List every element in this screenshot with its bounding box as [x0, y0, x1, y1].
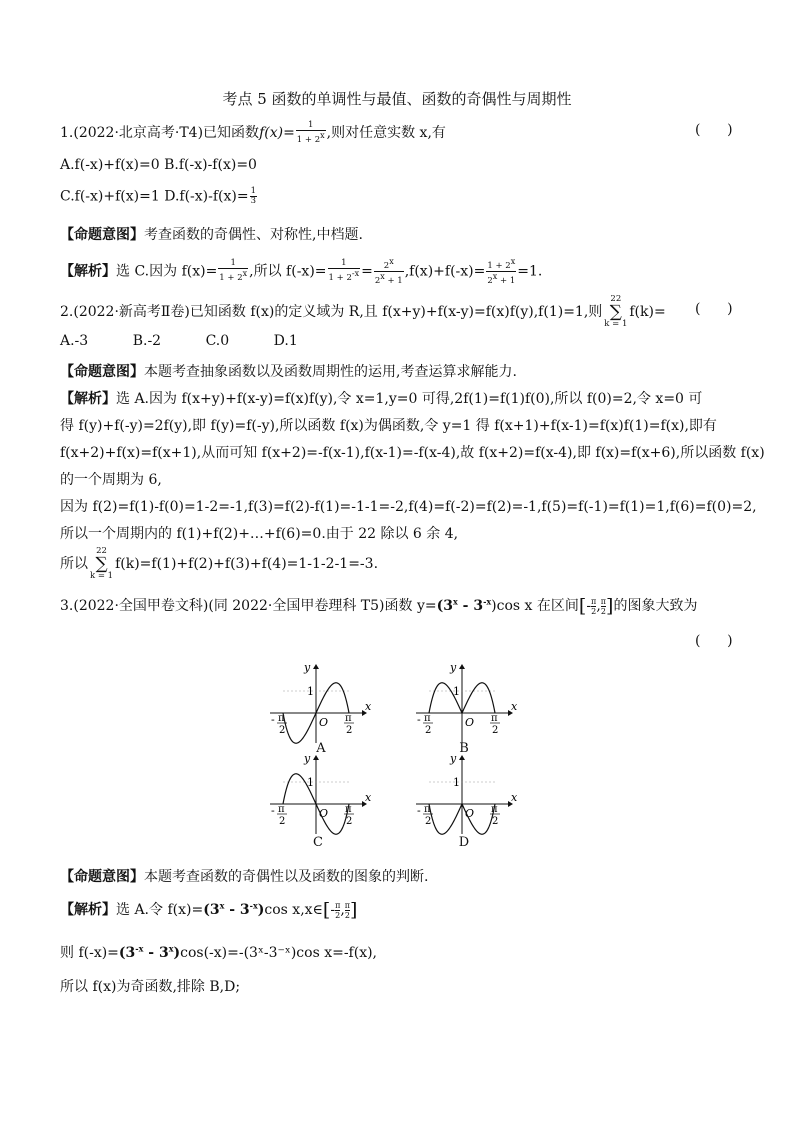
sigma-icon: ∑: [609, 302, 622, 322]
q2-sol-line6: 所以一个周期内的 f(1)+f(2)+…+f(6)=0.由于 22 除以 6 余 4,: [60, 526, 459, 542]
q3-sol-expr-sup2: -x: [249, 900, 258, 911]
graph-a-pos-pi: π: [345, 713, 352, 724]
graph-b-origin: O: [465, 716, 475, 729]
graph-c-tick-one: 1: [307, 776, 314, 789]
q1-sol-frac3-den-sup: x: [380, 271, 385, 281]
q1-sol-frac3-den-tail: + 1: [384, 275, 403, 286]
q3-graphs: [0, 654, 794, 854]
q3-stem-text: 3.(2022·全国甲卷文科)(同 2022·全国甲卷理科 T5)函数 y=: [60, 598, 437, 614]
q3-sol-2-sup2: x: [168, 943, 174, 954]
graph-a-y-label: y: [304, 661, 311, 674]
q1-options-cd: [60, 187, 258, 206]
q2-stem-text: 2.(2022·新高考Ⅱ卷)已知函数 f(x)的定义域为 R,且 f(x+y)+f(x-y)=f(x)f(y),f(1)=1,则: [60, 304, 603, 320]
q1-sol-frac1: [218, 259, 248, 283]
q3-sol-line2: [60, 942, 377, 962]
q1-sol-frac4-den: [486, 272, 516, 286]
q2-sol-1: 选 A.因为 f(x+y)+f(x-y)=f(x)f(y),令 x=1,y=0 可得,2f(1)=f(1)f(0),所以 f(0)=2,令 x=0 可: [116, 391, 703, 407]
q3-expr-sup1: x: [452, 596, 458, 607]
q2-sol-sum: [90, 547, 113, 581]
graph-d-x-label: x: [511, 791, 518, 804]
graph-b-neg-sign: -: [417, 713, 421, 726]
q3-expr-sup2: -x: [483, 596, 492, 607]
q2-sum-top: 22: [610, 294, 622, 304]
q3-stem-mid: 在区间: [532, 598, 579, 614]
graph-d-neg-pi: π: [424, 804, 431, 815]
q3-sol-two-1: 2: [335, 910, 341, 920]
q3-two-1: 2: [591, 606, 597, 616]
q2-sol-sum-bottom: k = 1: [90, 571, 114, 581]
q2-sol-line3: f(x+2)+f(x)=f(x+1),从而可知 f(x+2)=-f(x-1),f(x-1)=-f(x-4),故 f(x+2)=f(x-4),即 f(x)=f(x+6),所以函数 f(x): [60, 445, 765, 461]
graph-d-y-label: y: [450, 752, 457, 765]
graph-b-pos-two: 2: [492, 725, 499, 736]
graph-c-x-label: x: [365, 791, 372, 804]
q1-sol-frac4-num-sup: x: [510, 257, 516, 266]
graph-label-b[interactable]: B: [459, 741, 469, 756]
graph-b-neg-pi: π: [424, 713, 431, 724]
q1-sol-frac3-num-base: 2: [383, 260, 390, 271]
q1-sol-frac4-den-sup: x: [492, 271, 498, 281]
q2-sol-sum-top: 22: [96, 546, 107, 556]
q1-sol-d: =1.: [517, 263, 543, 280]
q2-sol-line1: [60, 388, 702, 408]
graph-a-neg-two: 2: [279, 725, 286, 736]
q1-sol-frac2-den-sup: -x: [351, 269, 360, 279]
q2-intent-tag: 【命题意图】: [60, 364, 144, 380]
q3-sol-2-expr-a: (3: [118, 945, 136, 961]
q3-sol-pi-2: π: [344, 900, 351, 910]
q1-sol-frac4-num: [486, 257, 516, 272]
graph-label-c[interactable]: C: [313, 835, 323, 850]
q3-expr-a: (3: [436, 598, 453, 614]
q3-interval-open: [: [578, 595, 587, 617]
q2-options: A.-3 B.-2 C.0 D.1: [60, 333, 298, 349]
graph-c-neg-pi: π: [278, 804, 285, 815]
graph-a-pos-two: 2: [346, 725, 353, 736]
q1-sol-frac4-den-tail: + 1: [497, 275, 516, 286]
q3-interval-close: ]: [606, 595, 614, 617]
q3-stem: [60, 595, 697, 617]
q1-frac-den-base: 1 + 2: [296, 134, 321, 145]
q3-intent-tag: 【命题意图】: [60, 869, 144, 885]
graph-d-neg-two: 2: [425, 816, 432, 827]
q1-intent: [60, 224, 363, 244]
q3-intent: [60, 866, 428, 886]
q2-intent: [60, 361, 517, 381]
q1-option-d-num: 1: [250, 186, 257, 196]
q1-sol-frac4-den-base: 2: [487, 275, 493, 286]
graph-a-neg-pi: π: [278, 713, 285, 724]
graph-b-tick-one: 1: [453, 685, 460, 698]
q3-sol-2-end: ): [173, 945, 181, 961]
graph-label-d[interactable]: D: [458, 835, 470, 850]
graph-a-origin: O: [319, 716, 329, 729]
q3-interval-neg: -: [586, 598, 592, 614]
graph-label-a[interactable]: A: [316, 741, 326, 756]
q3-sol-expr-close: ): [257, 902, 265, 918]
q3-sol-2a: 则 f(-x)=: [60, 945, 119, 961]
graph-c-y-label: y: [304, 752, 311, 765]
graph-d-pos-two: 2: [492, 816, 499, 827]
graph-c-pos-two: 2: [346, 816, 353, 827]
q1-sol-frac1-den-sup: x: [242, 269, 248, 279]
q1-sol-frac2: [328, 259, 361, 283]
q2-answer-paren[interactable]: ( ): [695, 301, 733, 317]
graph-b-x-label: x: [511, 700, 518, 713]
q1-sol-frac3-den-base: 2: [374, 275, 381, 286]
q2-stem: [60, 295, 666, 329]
q1-frac-den: [296, 131, 326, 145]
q1-sol-frac4-num-base: 1 + 2: [487, 260, 511, 271]
q3-sol-line1: [60, 899, 357, 921]
q1-fraction: [296, 121, 326, 145]
q1-sol-frac1-den-base: 1 + 2: [219, 273, 243, 284]
graph-a-neg-sign: -: [271, 713, 275, 726]
q3-sol-2-mid: - 3: [143, 945, 169, 961]
q1-solution: [60, 257, 542, 286]
q1-frac-num: 1: [296, 121, 326, 131]
q1-sol-frac2-num: 1: [328, 259, 361, 269]
q3-expr-mid: - 3: [457, 598, 484, 614]
q3-sol-2-sup1: -x: [135, 943, 144, 954]
q3-sol-2-expr: [119, 945, 180, 961]
q1-stem: [60, 121, 446, 145]
graph-d-origin: O: [465, 807, 475, 820]
q3-pi-1: π: [591, 596, 597, 606]
q3-sol-interval-open: [: [322, 899, 331, 921]
q2-sol-tag: 【解析】: [60, 391, 116, 407]
q1-intent-text: 考查函数的奇偶性、对称性,中档题.: [144, 227, 363, 243]
graph-b-y-arrow-icon: [459, 664, 465, 669]
q3-interval-comma: ,: [596, 598, 601, 614]
q1-sol-frac3-num: [374, 257, 404, 272]
q1-sol-frac1-num: 1: [218, 259, 248, 269]
q1-options-ab: A.f(-x)+f(x)=0 B.f(-x)-f(x)=0: [60, 157, 257, 173]
q2-sol-line7: [60, 547, 378, 581]
q3-sol-expr: [203, 902, 264, 918]
q2-intent-text: 本题考查抽象函数以及函数周期性的运用,考查运算求解能力.: [144, 364, 517, 380]
q1-answer-paren[interactable]: ( ): [695, 122, 733, 138]
q3-answer-paren[interactable]: ( ): [695, 633, 733, 649]
graph-d-tick-one: 1: [453, 776, 460, 789]
graph-a-tick-one: 1: [307, 685, 314, 698]
q1-sol-frac4: [486, 257, 516, 286]
q2-sol-7a: 所以: [60, 556, 88, 572]
q2-sum-bottom: k = 1: [604, 319, 628, 329]
q1-sol-frac2-den: [328, 269, 361, 283]
q3-sol-1a: 选 A.令 f(x)=: [116, 902, 204, 918]
q3-intent-text: 本题考查函数的奇偶性以及函数的图象的判断.: [144, 869, 429, 885]
q1-sol-frac1-den: [218, 269, 248, 283]
q1-sol-eq: =: [361, 263, 373, 280]
q1-intent-tag: 【命题意图】: [60, 227, 144, 243]
q1-frac-den-sup: x: [320, 131, 325, 140]
q1-sol-frac2-den-base: 1 + 2: [328, 273, 352, 284]
q3-stem-tail: 的图象大致为: [613, 598, 698, 614]
q2-sol-line2: 得 f(y)+f(-y)=2f(y),即 f(y)=f(-y),所以函数 f(x)为偶函数,令 y=1 得 f(x+1)+f(x-1)=f(x)f(1)=f(x),即有: [60, 418, 717, 434]
q3-sol-2b: cos(-x)=-(3ˣ-3⁻ˣ)cos x=-f(x),: [180, 945, 378, 961]
q3-pi-2: π: [600, 596, 607, 606]
graph-b-y-label: y: [450, 661, 457, 674]
q3-sol-line3: 所以 f(x)为奇函数,排除 B,D;: [60, 979, 241, 995]
graph-d-pos-pi: π: [491, 804, 498, 815]
q1-sol-a: 选 C.因为 f(x)=: [116, 263, 218, 280]
q1-option-d-fraction: [250, 187, 257, 206]
q1-fx: f(x)=: [259, 124, 295, 141]
q2-sol-line4: 的一个周期为 6,: [60, 472, 162, 488]
q1-sol-tag: 【解析】: [60, 263, 116, 280]
q1-stem-text: 1.(2022·北京高考·T4)已知函数: [60, 124, 260, 141]
q2-sum: [604, 295, 627, 329]
q2-sol-line5: 因为 f(2)=f(1)-f(0)=1-2=-1,f(3)=f(2)-f(1)=-1-1=-2,f(4)=f(-2)=f(2)=-1,f(5)=f(-1)=f(1)=1,f(6)=f(0)=2,: [60, 499, 757, 515]
graph-a-y-arrow-icon: [313, 664, 319, 669]
q3-sol-interval-neg: -: [330, 902, 336, 918]
graph-c-neg-sign: -: [271, 804, 275, 817]
graph-d-neg-sign: -: [417, 804, 421, 817]
q1-sol-frac3: [374, 257, 404, 286]
graph-c-origin: O: [319, 807, 329, 820]
q3-sol-two-2: 2: [344, 910, 350, 920]
q1-option-d-den: 3: [250, 196, 257, 206]
q3-sol-interval-close: ]: [350, 899, 358, 921]
q2-stem-tail: f(k)=: [629, 304, 666, 320]
q3-sol-pi-1: π: [335, 900, 341, 910]
q3-expr: [437, 598, 492, 614]
q3-sol-expr-a: (3: [203, 902, 220, 918]
graph-b-pos-pi: π: [491, 713, 498, 724]
q3-sol-expr-mid: - 3: [224, 902, 250, 918]
graph-a-x-label: x: [365, 700, 372, 713]
q1-sol-c: ,f(x)+f(-x)=: [404, 263, 486, 280]
graph-c-neg-two: 2: [279, 816, 286, 827]
q3-expr-end: )cos x: [491, 598, 533, 614]
page-title: 考点 5 函数的单调性与最值、函数的奇偶性与周期性: [222, 90, 572, 108]
q3-sol-interval-comma: ,: [340, 902, 345, 918]
q1-stem-tail: ,则对任意实数 x,有: [326, 124, 446, 141]
sigma-icon: ∑: [95, 554, 108, 574]
q3-sol-tag: 【解析】: [60, 902, 116, 918]
q1-sol-frac3-den: [374, 272, 404, 286]
q2-sol-7b: f(k)=f(1)+f(2)+f(3)+f(4)=1-1-2-1=-3.: [115, 556, 379, 572]
q3-sol-expr-sup1: x: [219, 900, 225, 911]
q1-sol-b: ,所以 f(-x)=: [249, 263, 327, 280]
graph-b-neg-two: 2: [425, 725, 432, 736]
q1-options-cd-text: C.f(-x)+f(x)=1 D.f(-x)-f(x)=: [60, 188, 249, 205]
graph-c-pos-pi: π: [345, 804, 352, 815]
q1-sol-frac3-num-sup: x: [389, 257, 394, 266]
q3-two-2: 2: [600, 606, 606, 616]
q3-sol-1b: cos x,x∈: [264, 902, 323, 918]
